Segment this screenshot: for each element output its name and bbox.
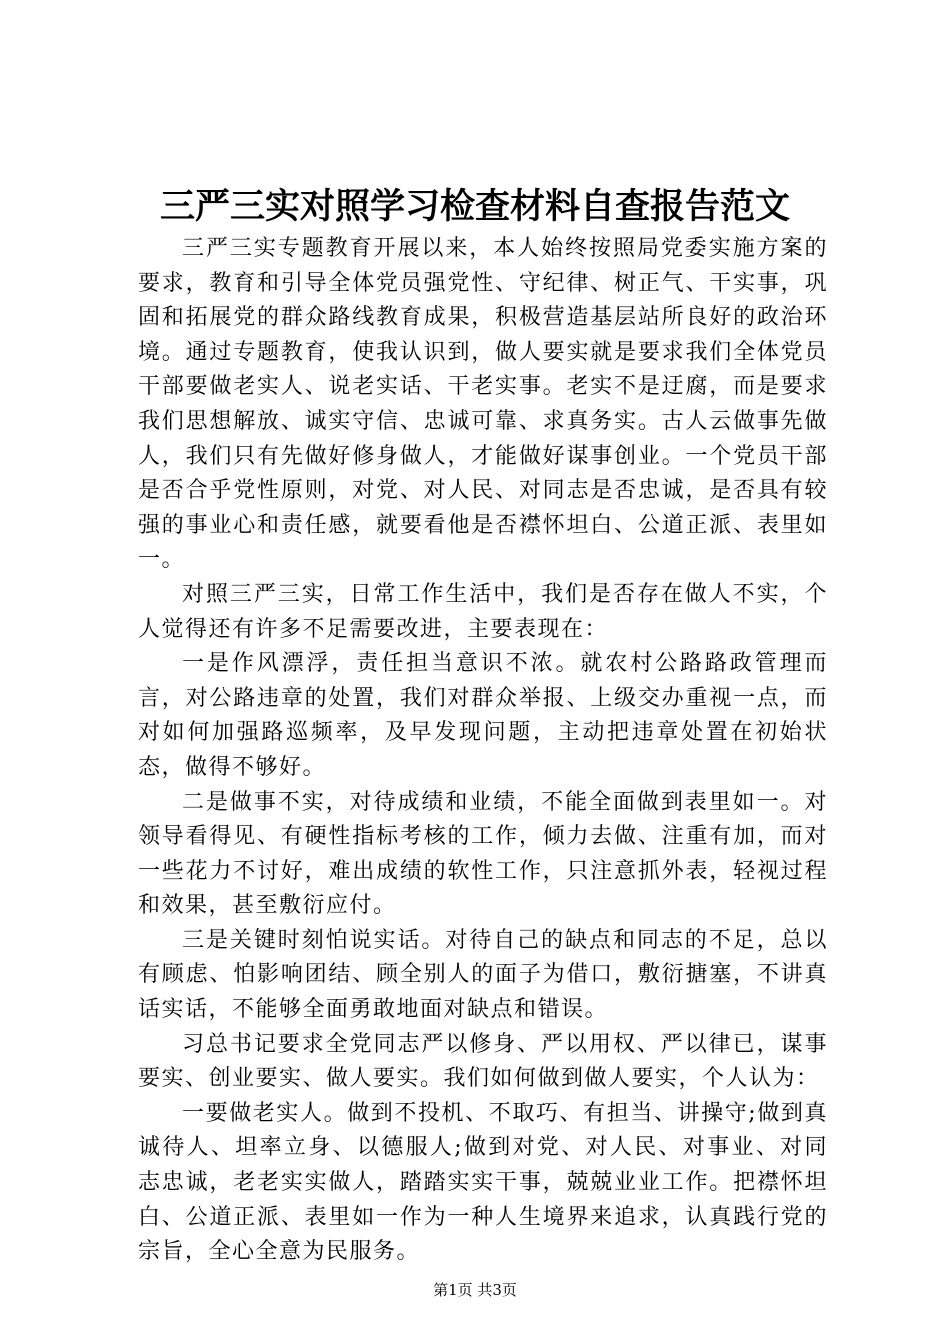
paragraph-7: 一要做老实人。做到不投机、不取巧、有担当、讲操守;做到真诚待人、坦率立身、以德服人;做到对党、对人民、对事业、对同志忠诚，老老实实做人，踏踏实实干事，兢兢业业工作。把襟怀坦白、公道正派、表里如一作为一种人生境界来追求，认真践行党的宗旨，全心全意为民服务。 xyxy=(138,1100,828,1265)
document-title: 三严三实对照学习检查材料自查报告范文 xyxy=(159,186,790,227)
page-footer: 第1页 共3页 xyxy=(433,1281,517,1299)
paragraph-4: 二是做事不实，对待成绩和业绩，不能全面做到表里如一。对领导看得见、有硬性指标考核的工作，倾力去做、注重有加，而对一些花力不讨好，难出成绩的软性工作，只注意抓外表，轻视过程和效果，甚至敷衍应付。 xyxy=(138,789,828,919)
paragraph-1: 三严三实专题教育开展以来，本人始终按照局党委实施方案的要求，教育和引导全体党员强党性、守纪律、树正气、干实事，巩固和拓展党的群众路线教育成果，积极营造基层站所良好的政治环境。通过专题教育，使我认识到，做人要实就是要求我们全体党员干部要做老实人、说老实话、干老实事。老实不是迂腐，而是要求我们思想解放、诚实守信、忠诚可靠、求真务实。古人云做事先做人，我们只有先做好修身做人，才能做好谋事创业。一个党员干部是否合乎党性原则，对党、对人民、对同志是否忠诚，是否具有较强的事业心和责任感，就要看他是否襟怀坦白、公道正派、表里如一。 xyxy=(138,236,828,573)
paragraph-3: 一是作风漂浮，责任担当意识不浓。就农村公路路政管理而言，对公路违章的处置，我们对群众举报、上级交办重视一点，而对如何加强路巡频率，及早发现问题，主动把违章处置在初始状态，做得不够好。 xyxy=(138,651,828,780)
paragraph-5: 三是关键时刻怕说实话。对待自己的缺点和同志的不足，总以有顾虑、怕影响团结、顾全别人的面子为借口，敷衍搪塞，不讲真话实话，不能够全面勇敢地面对缺点和错误。 xyxy=(138,927,828,1023)
document-body xyxy=(138,232,828,1270)
paragraph-2: 对照三严三实，日常工作生活中，我们是否存在做人不实，个人觉得还有许多不足需要改进，主要表现在： xyxy=(138,581,828,642)
paragraph-6: 习总书记要求全党同志严以修身、严以用权、严以律已，谋事要实、创业要实、做人要实。我们如何做到做人要实，个人认为： xyxy=(138,1031,828,1092)
